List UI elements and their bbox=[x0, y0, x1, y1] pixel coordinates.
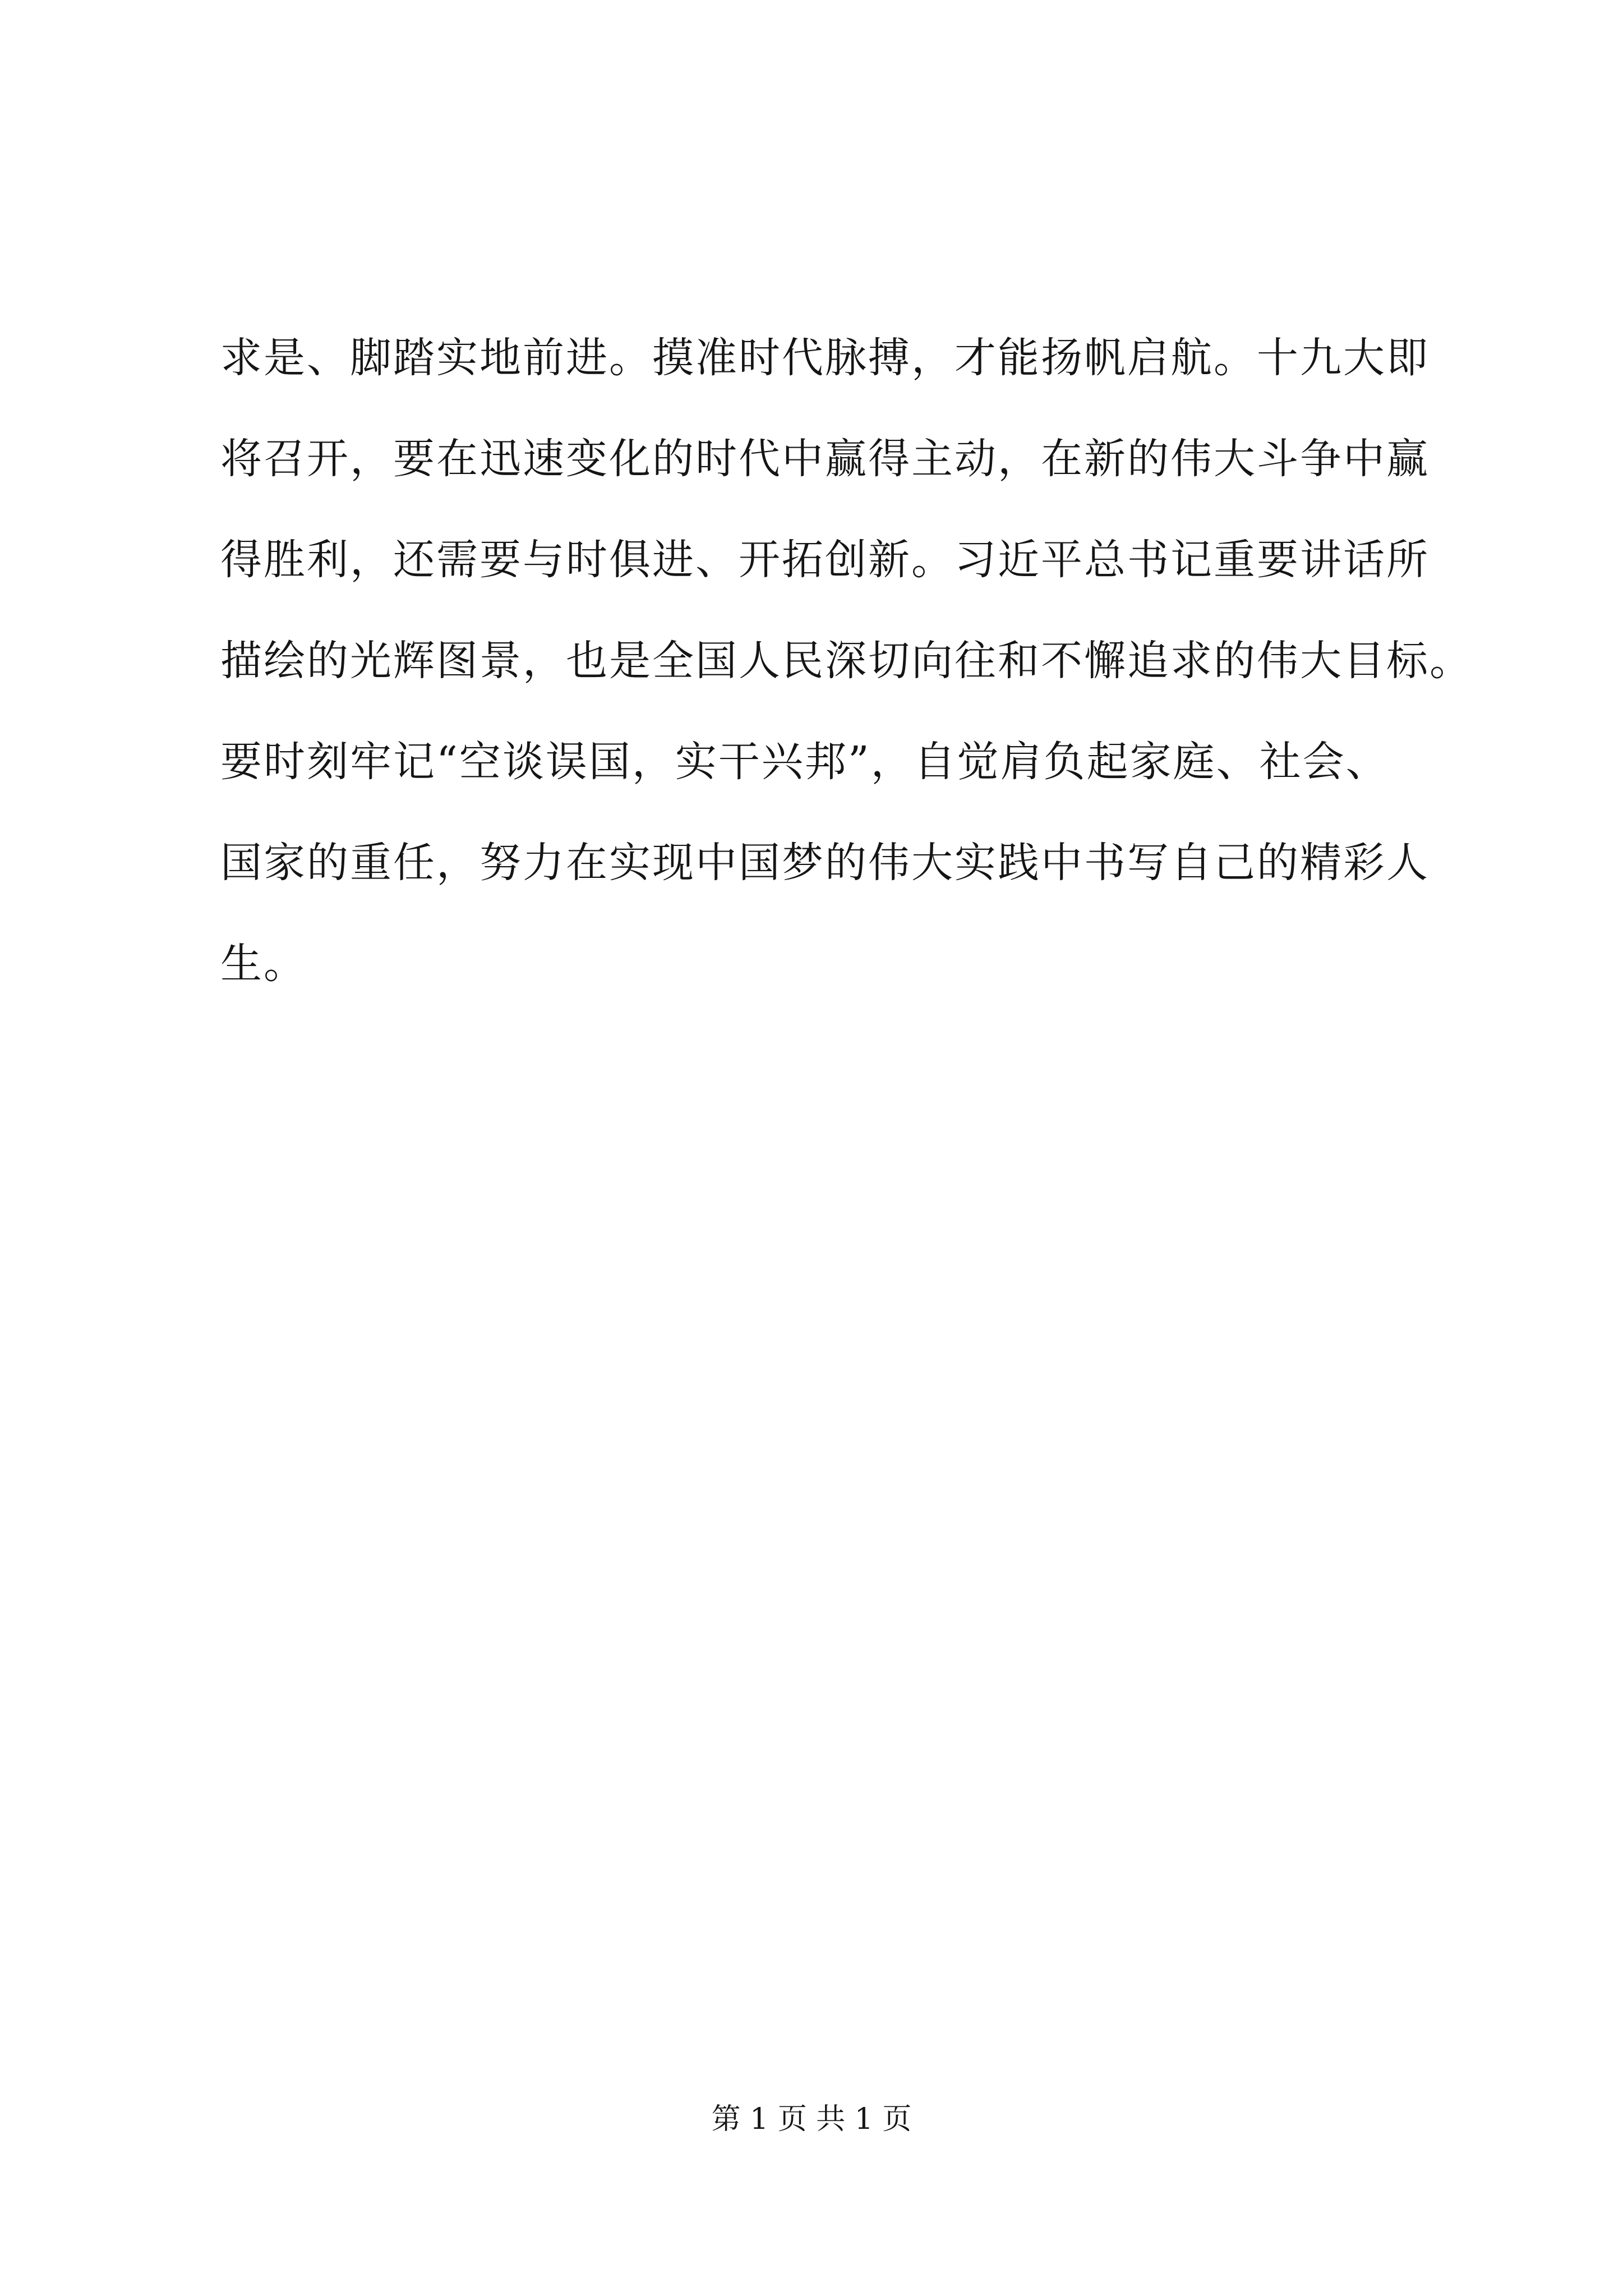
paragraph-line: 描绘的光辉图景，也是全国人民深切向往和不懈追求的伟大目标。 bbox=[220, 637, 1473, 685]
paragraph-line: 生。 bbox=[220, 940, 307, 988]
paragraph-line: 国家的重任，努力在实现中国梦的伟大实践中书写自己的精彩人 bbox=[220, 839, 1430, 887]
paragraph-line: 求是、脚踏实地前进。摸准时代脉搏，才能扬帆启航。十九大即 bbox=[220, 334, 1430, 382]
paragraph-line: 要时刻牢记“空谈误国，实干兴邦”，自觉肩负起家庭、社会、 bbox=[220, 738, 1389, 786]
page-footer: 第 1 页 共 1 页 bbox=[711, 2102, 912, 2136]
body-paragraph bbox=[220, 307, 1473, 1014]
paragraph-line: 得胜利，还需要与时俱进、开拓创新。习近平总书记重要讲话所 bbox=[220, 536, 1430, 584]
paragraph-line: 将召开，要在迅速变化的时代中赢得主动，在新的伟大斗争中赢 bbox=[220, 435, 1430, 483]
